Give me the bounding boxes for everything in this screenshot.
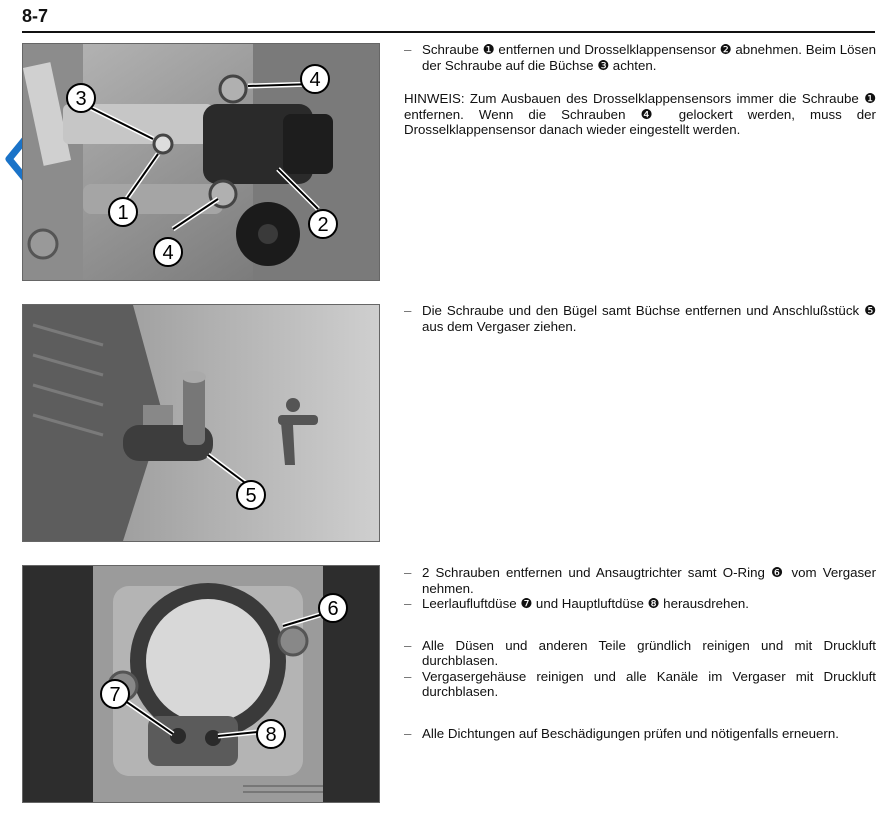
photo-throttle-sensor bbox=[22, 43, 380, 281]
step-5: – Alle Düsen und anderen Teile gründlich reinigen und mit Druckluft durchblasen. bbox=[404, 637, 876, 668]
callout-6: 6 bbox=[327, 598, 339, 620]
photo-connector bbox=[22, 304, 380, 542]
photo-carburetor bbox=[22, 565, 380, 803]
callout-1: 1 bbox=[117, 202, 129, 224]
callout-4a: 4 bbox=[309, 69, 321, 91]
callout-4b: 4 bbox=[162, 242, 174, 264]
callout-2: 2 bbox=[317, 214, 329, 236]
step-1: – Schraube ❶ entfernen und Drosselklappensensor ❷ abnehmen. Beim Lösen der Schraube auf die Büchse ❸ achten. bbox=[404, 42, 876, 73]
step-2: – Die Schraube und den Bügel samt Büchse entfernen und Anschlußstück ❺ aus dem Vergaser ziehen. bbox=[404, 303, 876, 334]
step-6: – Vergasergehäuse reinigen und alle Kanäle im Vergaser mit Druckluft durchblasen. bbox=[404, 668, 876, 699]
callout-3: 3 bbox=[75, 88, 87, 110]
page-number: 8-7 bbox=[22, 6, 49, 26]
section-1-text bbox=[404, 42, 876, 138]
callout-5: 5 bbox=[245, 485, 257, 507]
step-4: – Leerlaufluftdüse ❼ und Hauptluftdüse ❽ herausdrehen. bbox=[404, 596, 749, 611]
callout-8: 8 bbox=[265, 724, 277, 746]
header-rule bbox=[22, 31, 875, 33]
section-3-text bbox=[404, 565, 876, 741]
callout-7: 7 bbox=[109, 684, 121, 706]
step-7: – Alle Dichtungen auf Beschädigungen prüfen und nötigenfalls erneuern. bbox=[404, 725, 839, 741]
step-3: – 2 Schrauben entfernen und Ansaugtrichter samt O-Ring ❻ vom Vergaser nehmen. bbox=[404, 565, 876, 596]
note-1: HINWEIS: Zum Ausbauen des Drosselklappensensors immer die Schraube ❶ entfernen. Wenn die Schrauben ❹ gelockert werden, muss der Drosselklappensensor danach wieder eingestellt werden. bbox=[404, 91, 876, 137]
section-2-text bbox=[404, 303, 876, 334]
